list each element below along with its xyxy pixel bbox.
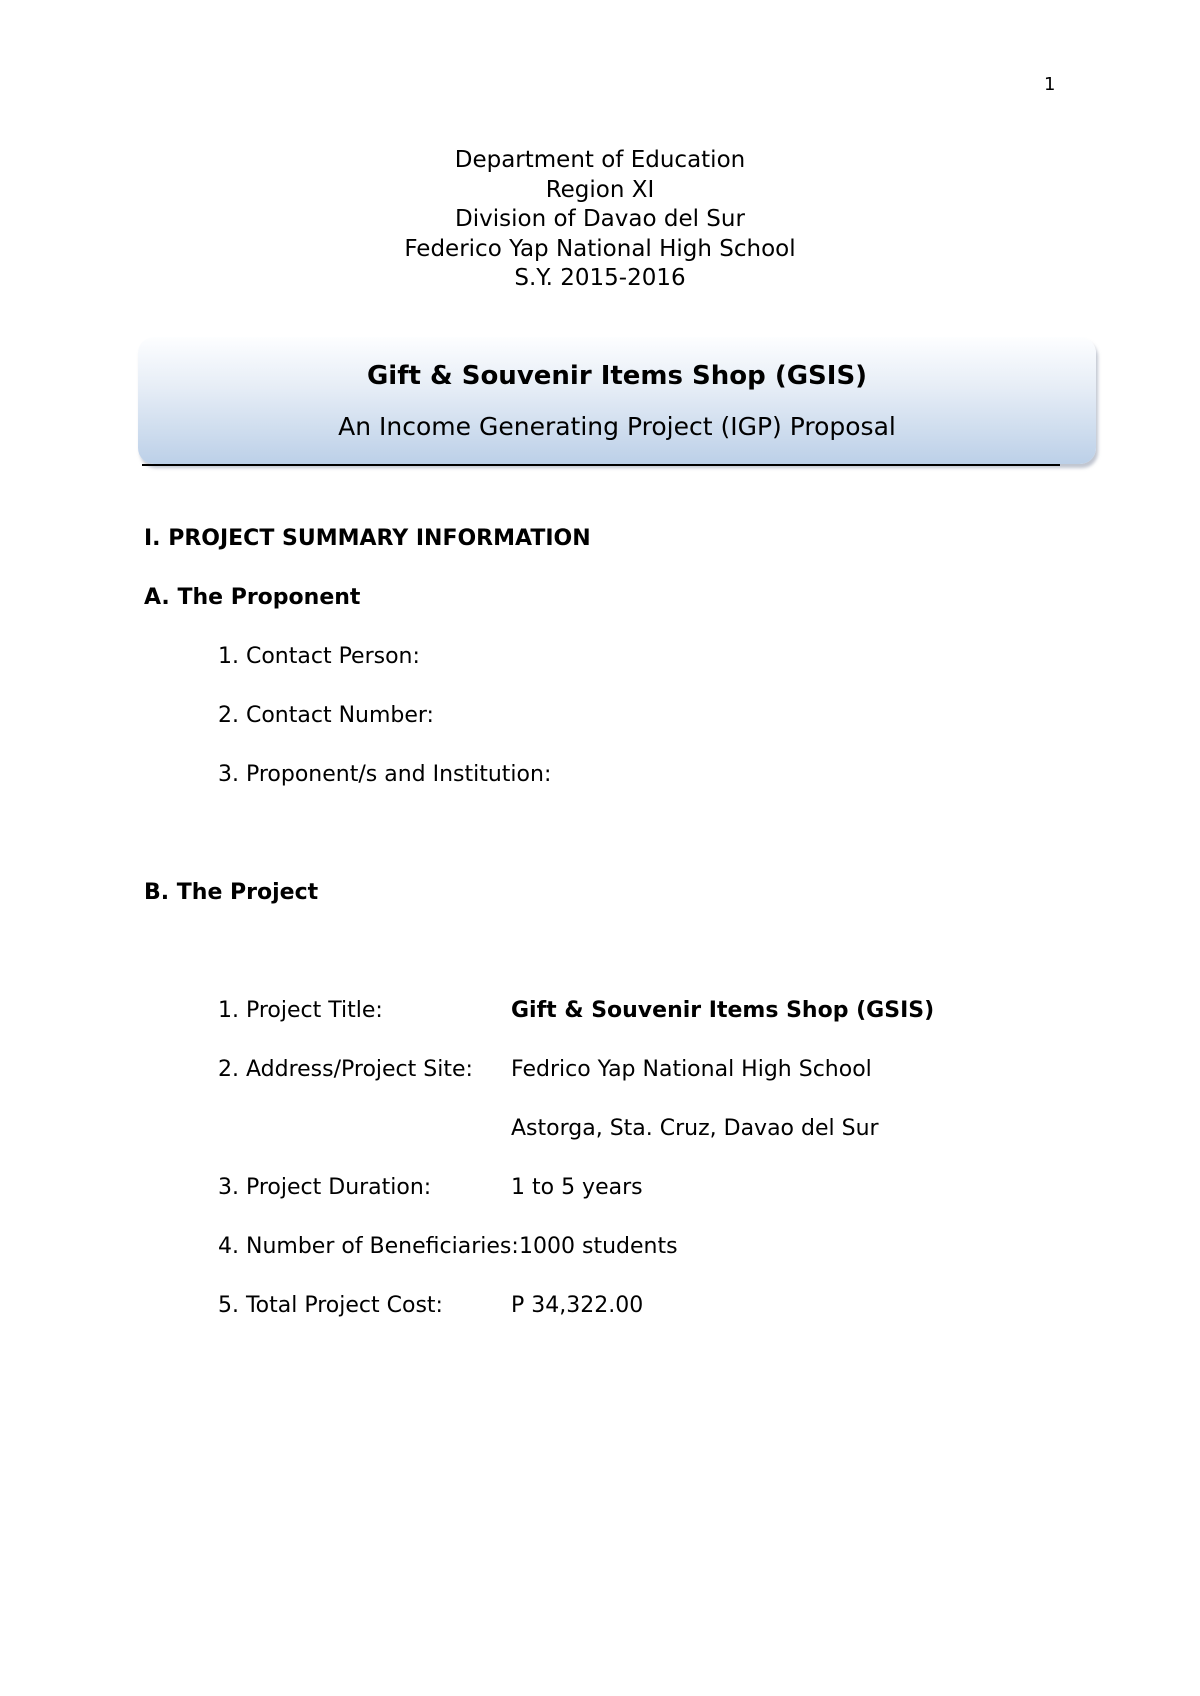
project-duration-value: 1 to 5 years bbox=[511, 1175, 643, 1200]
contact-number-label: 2. Contact Number: bbox=[218, 703, 434, 728]
school-year: S.Y. 2015-2016 bbox=[514, 265, 686, 291]
contact-person-label: 1. Contact Person: bbox=[218, 644, 420, 669]
project-title-label: 1. Project Title: bbox=[218, 998, 383, 1023]
total-cost-label: 5. Total Project Cost: bbox=[218, 1293, 443, 1318]
department-name: Department of Education bbox=[454, 147, 746, 173]
project-site-value-line2: Astorga, Sta. Cruz, Davao del Sur bbox=[511, 1116, 879, 1141]
division-name: Division of Davao del Sur bbox=[455, 206, 745, 232]
project-title-value: Gift & Souvenir Items Shop (GSIS) bbox=[511, 998, 935, 1023]
title-box bbox=[138, 337, 1096, 464]
project-duration-label: 3. Project Duration: bbox=[218, 1175, 432, 1200]
proponent-heading: A. The Proponent bbox=[144, 585, 361, 610]
proponent-institution-label: 3. Proponent/s and Institution: bbox=[218, 762, 552, 787]
total-cost-value: P 34,322.00 bbox=[511, 1293, 644, 1318]
project-site-label: 2. Address/Project Site: bbox=[218, 1057, 473, 1082]
project-site-value: Fedrico Yap National High School bbox=[511, 1057, 872, 1082]
document-header bbox=[0, 146, 1200, 294]
horizontal-rule bbox=[142, 464, 1060, 466]
beneficiaries-label: 4. Number of Beneficiaries: bbox=[218, 1234, 519, 1259]
school-name: Federico Yap National High School bbox=[404, 235, 796, 262]
region-name: Region XI bbox=[545, 176, 655, 203]
project-title-heading: Gift & Souvenir Items Shop (GSIS) bbox=[366, 361, 868, 391]
section-heading: I. PROJECT SUMMARY INFORMATION bbox=[144, 526, 591, 551]
page-number: 1 bbox=[1044, 74, 1056, 95]
beneficiaries-value: 1000 students bbox=[519, 1234, 678, 1259]
project-heading: B. The Project bbox=[144, 880, 319, 905]
project-subtitle: An Income Generating Project (IGP) Proposal bbox=[338, 412, 896, 441]
